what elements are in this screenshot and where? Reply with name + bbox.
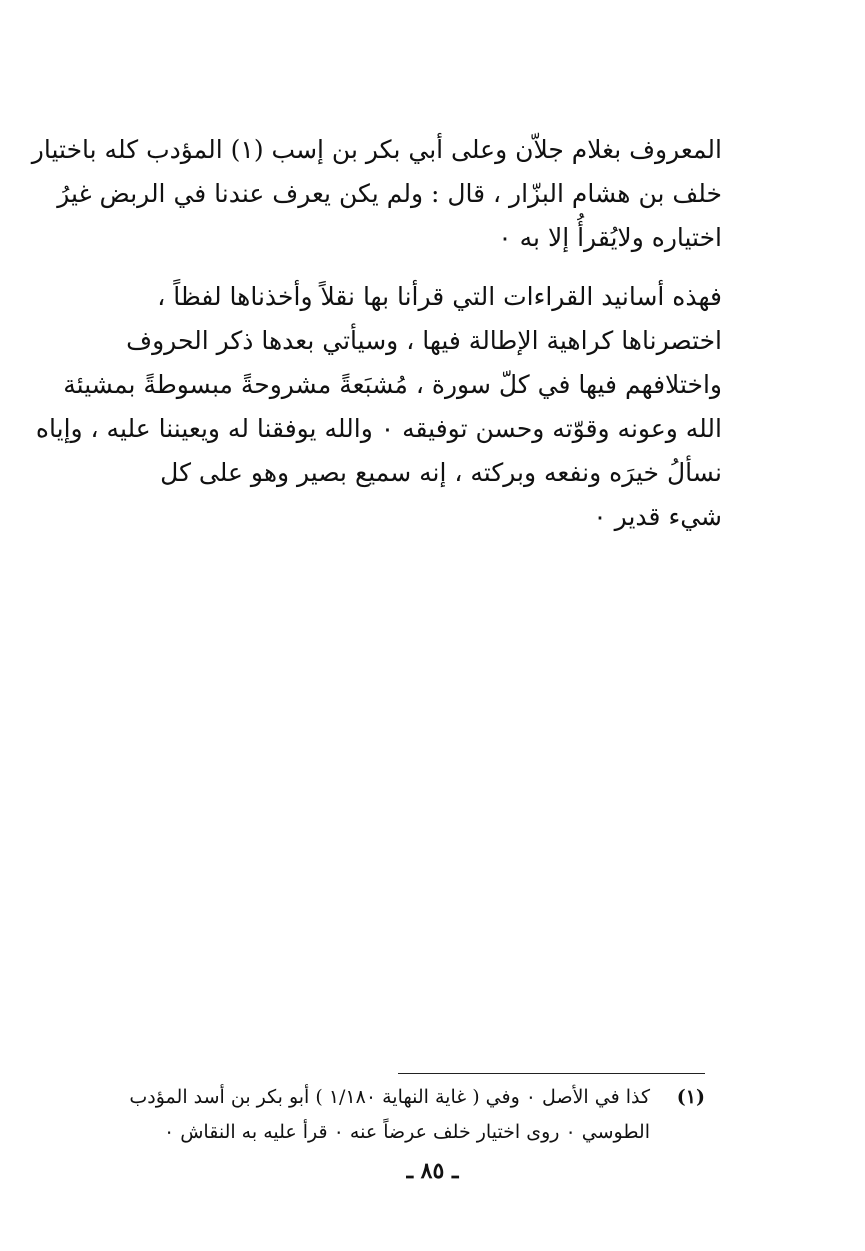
footnote-marker: (١) [676, 1086, 705, 1108]
footnote [60, 1080, 705, 1150]
paragraph-2-line: فهذه أسانيد القراءات التي قرأنا بها نقلاً وأخذناها لفظاً ، [157, 282, 722, 311]
paragraph-2-line: اختصرناها كراهية الإطالة فيها ، وسيأتي بعدها ذكر الحروف [126, 326, 722, 355]
page-number: ـ ٨٥ ـ [406, 1158, 459, 1184]
footnote-line: الطوسي ٠ روى اختيار خلف عرضاً عنه ٠ قرأ عليه به النقاش ٠ [163, 1121, 650, 1143]
footnote-body [60, 1080, 650, 1150]
footnote-divider [398, 1073, 705, 1074]
paragraph-1-line: اختياره ولايُقرأُ إلا به ٠ [498, 223, 722, 252]
paragraph-1-line: المعروف بغلام جلاّن وعلى أبي بكر بن إسب (١) المؤدب كله باختيار [31, 135, 722, 164]
paragraph-2 [35, 275, 722, 539]
paragraph-2-line: شيء قدير ٠ [593, 502, 722, 531]
paragraph-1 [31, 128, 722, 260]
paragraph-1-line: خلف بن هشام البزّار ، قال : ولم يكن يعرف عندنا في الربض غيرُ [57, 179, 722, 208]
paragraph-2-line: الله وعونه وقوّته وحسن توفيقه ٠ والله يوفقنا له ويعيننا عليه ، وإياه [35, 414, 722, 443]
paragraph-2-line: واختلافهم فيها في كلّ سورة ، مُشبَعةً مشروحةً مبسوطةً بمشيئة [63, 370, 722, 399]
footnote-line: كذا في الأصل ٠ وفي ( غاية النهاية ١/١٨٠ ) أبو بكر بن أسد المؤدب [129, 1086, 650, 1108]
paragraph-2-line: نسألُ خيرَه ونفعه وبركته ، إنه سميع بصير وهو على كل [160, 458, 722, 487]
